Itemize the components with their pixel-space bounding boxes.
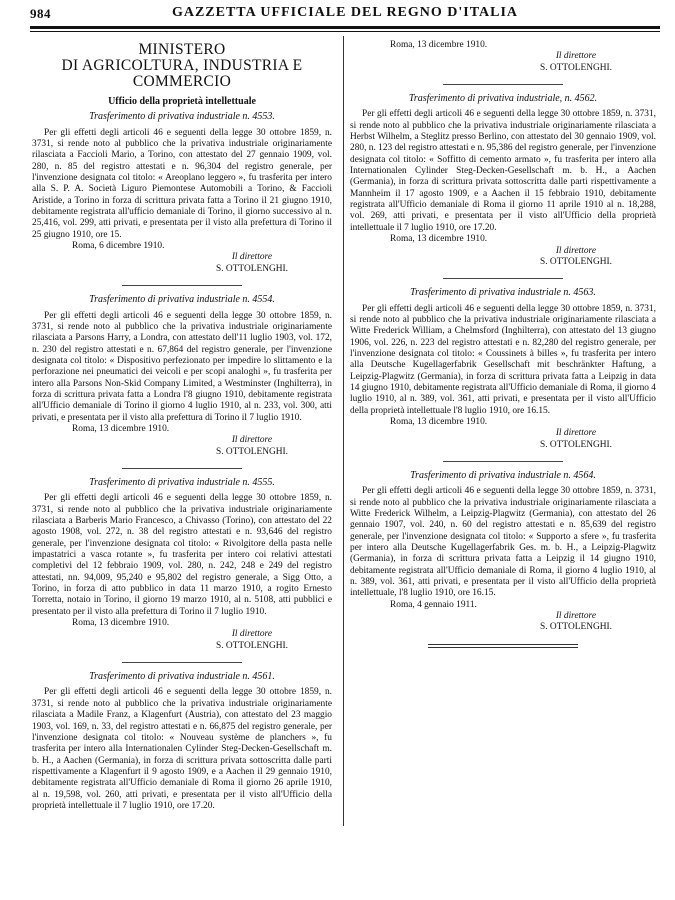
notice-date: Roma, 13 dicembre 1910. [390,416,488,427]
header-rule [30,26,660,29]
director-title: Il direttore [555,51,596,62]
notice-separator [443,84,563,85]
director-name: S. OTTOLENGHI. [216,640,288,651]
notice-separator [122,468,242,469]
end-rule-secondary [428,647,578,648]
ministry-name [32,42,332,90]
notice-separator [443,461,563,462]
director-title: Il direttore [231,629,272,640]
notice-date: Roma, 13 dicembre 1910. [390,234,488,245]
director-name: S. OTTOLENGHI. [216,446,288,457]
notice-4563 [350,287,656,451]
notice-title: Trasferimento di privativa industriale n. 4553. [89,111,275,123]
gazette-title: GAZZETTA UFFICIALE DEL REGNO D'ITALIA [171,5,519,20]
notice-4562 [350,93,656,268]
notice-title: Trasferimento di privativa industriale, n. 4562. [408,93,598,105]
notice-date: Roma, 13 dicembre 1910. [390,40,488,50]
notice-body: Per gli effetti degli articoli 46 e seguenti della legge 30 ottobre 1859, n. 3731, si rende noto al pubblico che la privativa industriale originariamente rilasciata a Barberis Mario Francesco, a Chivasso (Torino), con attestato del 22 agosto 1908, vol. 272, n. 38 del registro attestati e n. 93,646 del registro generale, per l'invenzione designata col titolo: « Rivolgitore della pasta nelle impastatrici a vasca rotante », fu trasferita per intero coi relativi attestati completivi del 12 febbraio 1909, vol. 280, n. 242, 248 e 249 del registro attestati, nn. 94,009, 95,240 e 95,802 del registro generale, a Sigg Otto, a Torino, in forza di atto pubblico in data 11 marzo 1910, a rogito Ernesto Torretta, notaio in Torino, il giorno 19 marzo 1910, al n. 5108, atti pubblici e presentato per il visto alla prefettura di Torino il 7 luglio 1910. [32,493,332,617]
director-name: S. OTTOLENGHI. [540,256,612,267]
director-name: S. OTTOLENGHI. [540,622,612,633]
notice-4553 [32,111,332,275]
notice-body: Per gli effetti degli articoli 46 e seguenti della legge 30 ottobre 1859, n. 3731, si rende noto al pubblico che la privativa industriale originariamente rilasciata a Faccioli Mario, a Torino, con attestato del 27 gennaio 1909, vol. 280, n. 85 del registro attestati e n. 96,304 del registro generale, per l'invenzione designata col titolo: « Areoplano leggero », fu trasferita per intero alla S. P. A. Società Liguro Piemontese Automobili a Torino, & Faccioli Aristide, a Torino in forza di scrittura privata fatta a Torino il 21 giugno 1910, debitamente registrata all'ufficio demaniale di Torino, il giorno successivo al n. 25,416, vol. 299, atti privati, e presentata per il visto alla prefettura di Torino il 25 giugno 1910, ore 15. [32,127,332,240]
director-name: S. OTTOLENGHI. [540,62,612,73]
notice-title: Trasferimento di privativa industriale n. 4555. [89,476,275,488]
notice-4554 [32,294,332,458]
notice-title: Trasferimento di privativa industriale n. 4564. [410,470,596,481]
notice-title: Trasferimento di privativa industriale n. 4561. [89,671,275,683]
column-divider [343,36,344,826]
notice-separator [122,285,242,286]
office-heading: Ufficio della proprietà intellettuale [108,96,256,107]
notice-separator [443,278,563,279]
ministry-line-2: DI AGRICOLTURA, INDUSTRIA E COMMERCIO [61,57,303,90]
director-title: Il direttore [555,428,596,439]
ministry-line-1: MINISTERO [138,41,226,58]
end-rule [428,644,578,645]
notice-4561-end [350,40,656,74]
notice-separator [122,662,242,663]
page-header [30,2,660,24]
director-title: Il direttore [555,611,596,622]
director-title: Il direttore [231,435,272,446]
notice-4555 [32,477,332,652]
page-number: 984 [30,6,51,21]
notice-title: Trasferimento di privativa industriale n. 4563. [410,287,596,299]
director-title: Il direttore [555,245,596,256]
notice-date: Roma, 13 dicembre 1910. [72,618,170,629]
notice-date: Roma, 13 dicembre 1910. [72,423,170,434]
notice-date: Roma, 4 gennaio 1911. [390,599,477,610]
notice-date: Roma, 6 dicembre 1910. [72,241,165,252]
notice-body: Per gli effetti degli articoli 46 e seguenti della legge 30 ottobre 1859, n. 3731, si rende noto al pubblico che la privativa industriale originariamente rilasciata a Witte Frederick William, a Chelmsford (Inghilterra), con attestato del 13 giugno 1906, vol. 226, n. 223 del registro attestati e n. 82,280 del registro generale, per l'invenzione designata col titolo: « Coussinets à billes », fu trasferita per intero alla Deutsche Kugellagerfabrik Gesellschaft mit beschränkter Haftung, a Leipzig-Plagwitz (Germania), in forza di scrittura privata fatta a Leipzig in data 14 giugno 1910, debitamente registrata all'Ufficio demaniale di Roma, il giorno 4 luglio 1910, al n. 389, vol. 361, atti privati, e presentata per il visto all'Ufficio della proprietà intellettuale l'8 luglio 1910, ore 16.15. [350,303,656,416]
director-title: Il direttore [231,252,272,263]
notice-title: Trasferimento di privativa industriale n. 4554. [89,294,275,306]
notice-4561 [32,671,332,812]
director-name: S. OTTOLENGHI. [540,439,612,450]
director-name: S. OTTOLENGHI. [216,263,288,274]
left-column [32,40,332,812]
notice-4564 [350,470,656,634]
header-rule-thin [30,31,660,32]
notice-body: Per gli effetti degli articoli 46 e seguenti della legge 30 ottobre 1859, n. 3731, si rende noto al pubblico che la privativa industriale originariamente rilasciata a Parsons Harry, a Londra, con attestato dell'11 luglio 1903, vol. 172, n. 230 del registro attestati e n. 67,864 del registro generale, per l'invenzione designata col titolo: « Dispositivo perfezionato per impedire lo slittamento e la perforazione nei pneumatici dei veicoli e per scopi analoghi », fu trasferita per intero alla Parsons Non-Skid Company Limited, a Westminster (Inghilterra), in forza di scrittura privata fatta a Londra l'8 giugno 1910, debitamente registrata all'Ufficio demaniale di Torino il giorno 4 luglio 1910, al n. 233, vol. 300, atti privati, e presentata per il visto alla prefettura di Torino il 7 luglio 1910. [32,310,332,423]
notice-body: Per gli effetti degli articoli 46 e seguenti della legge 30 ottobre 1859, n. 3731, si rende noto al pubblico che la privativa industriale originariamente rilasciata a Madile Franz, a Klagenfurt (Austria), con attestato del 23 maggio 1903, vol. 169, n. 33, del registro attestati e n. 66,875 del registro generale, per l'invenzione designata col titolo: « Nouveau système de planchers », fu trasferita per intero alla Internationalen Cylinder Steg-Decken-Gesellschaft m. b. H., a Aachen (Germania), in forza di scrittura privata sottoscritta dalle parti rispettivamente a Klagenfurt il 9 agosto 1909, e a Aachen il 29 gennaio 1910, debitamente registrata all'Ufficio demaniale di Roma il giorno 26 aprile 1910, al n. 19,598, vol. 260, atti privati, e presentata per il visto all'Ufficio della proprietà intellettuale il 7 luglio 1910, ore 17.20. [32,687,332,811]
notice-body: Per gli effetti degli articoli 46 e seguenti della legge 30 ottobre 1859, n. 3731, si rende noto al pubblico che la privativa industriale originariamente rilasciata a Witte Frederick Wilhelm, a Leipzig-Plagwitz (Germania), con attestato del 26 gennaio 1907, vol. 240, n. 60 del registro attestati e n. 85,639 del registro generale, per l'invenzione designata col titolo: « Supporto a sfere », fu trasferita per intero alla Deutsche Kugellagerfabrik Ges. m. b. H., a Leipzig-Plagwitz (Germania), in forza di scrittura privata fatta a Leipzig il 14 giugno 1910, debitamente registrata all'Ufficio demaniale di Roma, il giorno 4 luglio 1910, al n. 389, vol. 361, atti privati, e presentata per il visto all'Ufficio della proprietà intellettuale, l'8 luglio 1910, ore 16.15. [350,486,656,599]
right-column [350,40,656,648]
notice-body: Per gli effetti degli articoli 46 e seguenti della legge 30 ottobre 1859, n. 3731, si rende noto al pubblico che la privativa industriale originariamente rilasciata a Herbst Wilhelm, a Steglitz presso Berlino, con attestato del 30 gennaio 1909, vol. 280, n. 123 del registro attestati e n. 95,386 del registro generale, per l'invenzione designata col titolo: « Soffitto di cemento armato », fu trasferita per intero alla Internationalen Cylinder Steg-Decken-Gesellschaft m. b. H., a Aachen (Germania), in forza di scrittura privata sottoscritta dalle parti rispettivamente a Mannheim il 17 agosto 1909, e a Aachen il 15 febbraio 1910, debitamente registrata all'Ufficio demaniale di Roma il giorno 11 aprile 1910 al n. 18,288, vol. 269, atti privati, e presentata per il visto all'Ufficio della proprietà intellettuale il 7 luglio 1910, ore 17.20. [350,109,656,233]
